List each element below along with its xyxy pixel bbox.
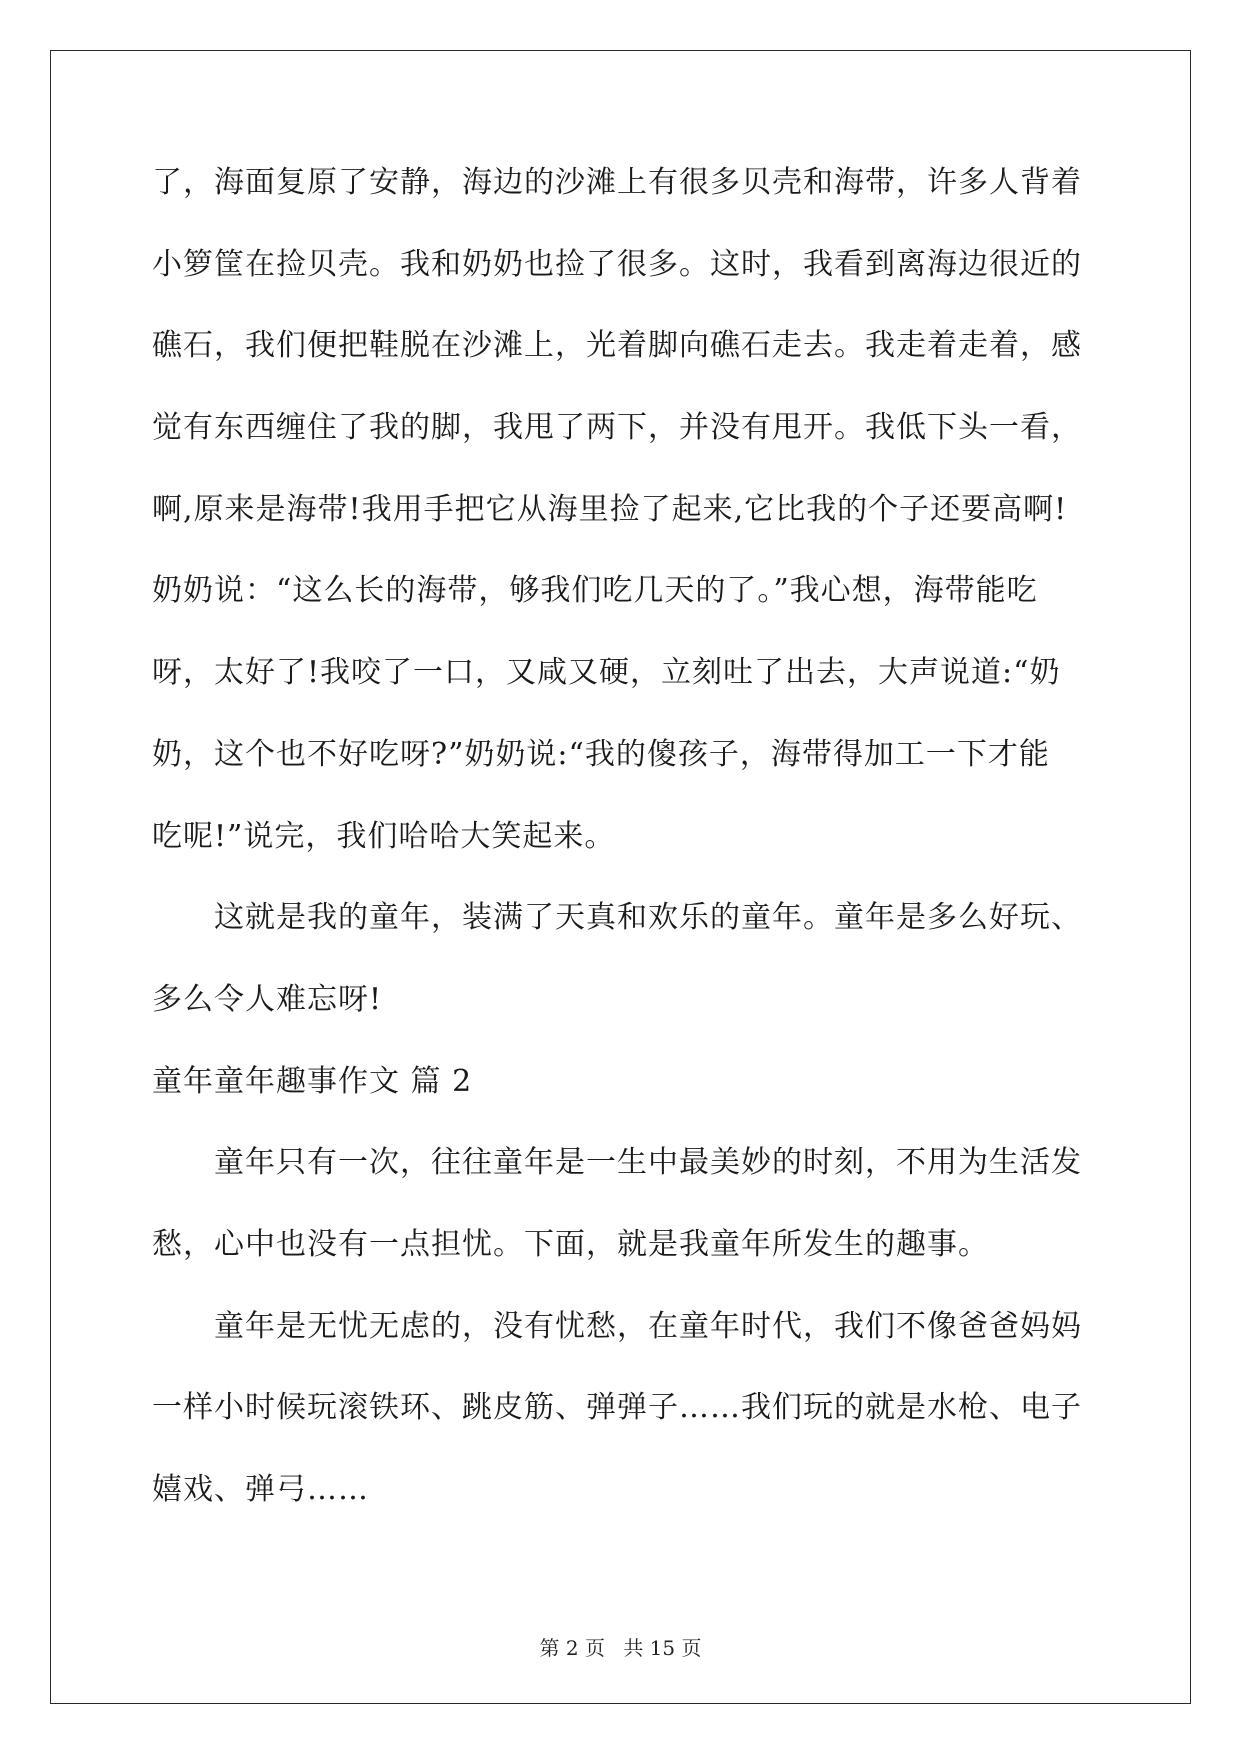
page-footer [0, 1632, 1241, 1661]
text-line: 奶，这个也不好吃呀?”奶奶说:“我的傻孩子，海带得加工一下才能 [152, 736, 1050, 772]
text-line: 奶奶说：“这么长的海带，够我们吃几天的了。”我心想，海带能吃 [152, 573, 1038, 609]
text-line: 多么令人难忘呀! [152, 981, 383, 1017]
text-line: 吃呢!”说完，我们哈哈大笑起来。 [152, 818, 616, 854]
text-line: 这就是我的童年，装满了天真和欢乐的童年。童年是多么好玩、 [214, 900, 1082, 936]
text-line: 小箩筐在捡贝壳。我和奶奶也捡了很多。这时，我看到离海边很近的 [152, 246, 1082, 282]
text-line: 嬉戏、弹弓…… [152, 1472, 369, 1507]
page-number: 第 2 页 [539, 1636, 605, 1660]
text-line: 童年是无忧无虑的，没有忧愁，在童年时代，我们不像爸爸妈妈 [214, 1308, 1082, 1344]
section-heading: 童年童年趣事作文 篇 2 [152, 1063, 473, 1099]
text-line: 觉有东西缠住了我的脚，我甩了两下，并没有甩开。我低下头一看， [152, 410, 1082, 446]
document-body [152, 160, 1090, 1549]
page-total: 共 15 页 [623, 1636, 702, 1660]
text-line: 啊,原来是海带!我用手把它从海里捡了起来,它比我的个子还要高啊! [152, 491, 1068, 527]
text-line: 礁石，我们便把鞋脱在沙滩上，光着脚向礁石走去。我走着走着，感 [152, 328, 1082, 364]
text-line: 童年只有一次，往往童年是一生中最美妙的时刻，不用为生活发 [214, 1145, 1082, 1181]
text-line: 一样小时候玩滚铁环、跳皮筋、弹弹子……我们玩的就是水枪、电子 [152, 1390, 1082, 1426]
text-line: 呀，太好了!我咬了一口，又咸又硬，立刻吐了出去，大声说道:“奶 [152, 655, 1061, 691]
text-line: 愁，心中也没有一点担忧。下面，就是我童年所发生的趣事。 [152, 1226, 989, 1262]
text-line: 了，海面复原了安静，海边的沙滩上有很多贝壳和海带，许多人背着 [152, 165, 1082, 200]
